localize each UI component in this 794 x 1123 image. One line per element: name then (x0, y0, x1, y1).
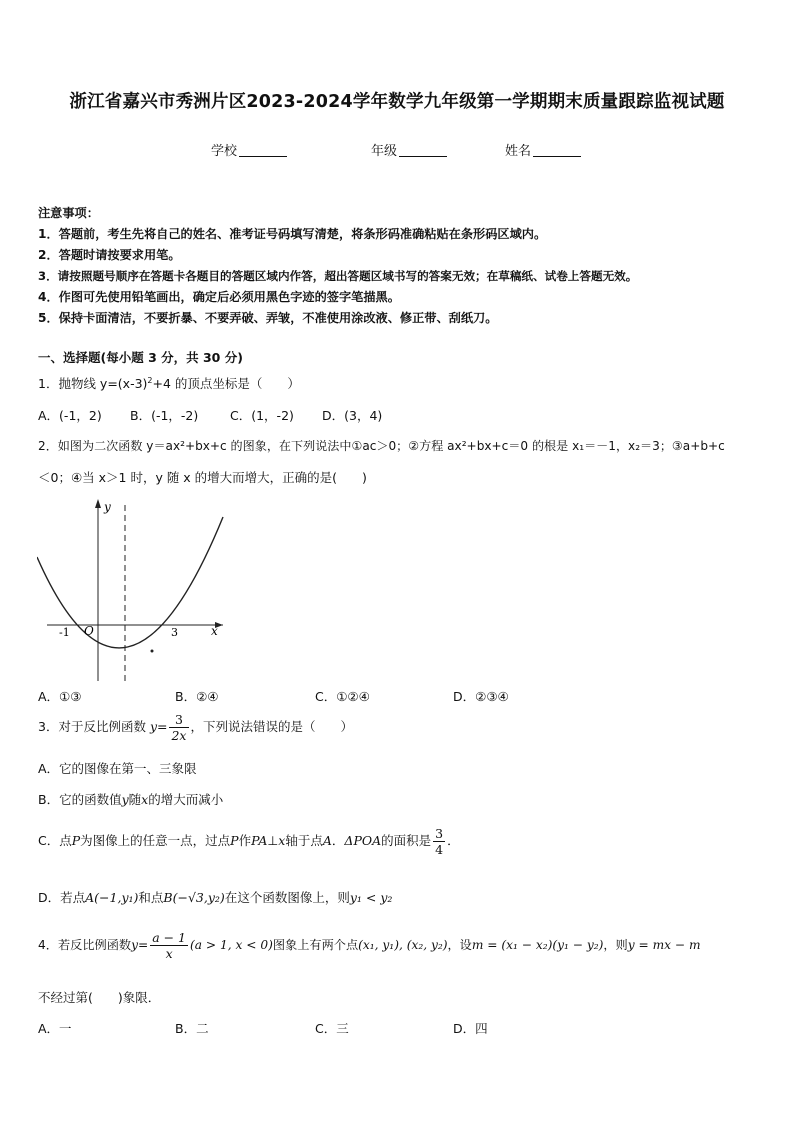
grade-field (371, 140, 447, 159)
q4-option-a: A．一 (38, 1021, 72, 1036)
school-label: 学校 (211, 144, 238, 159)
y-axis-arrow (95, 499, 101, 508)
y-axis-label: y (104, 500, 111, 514)
q3-optc-p: P (71, 833, 81, 848)
q3-stem-a: 3．对于反比例函数 (38, 719, 150, 734)
q4-stem-b: 图象上有两个点 (272, 938, 359, 952)
notes-block (38, 203, 637, 328)
q3-optb-y: y (121, 792, 129, 807)
curve-point (151, 650, 154, 653)
q4-m-definition: m = (x₁ − x₂)(y₁ − y₂) (471, 938, 604, 952)
q3-optc-point-a: A (322, 833, 332, 848)
q4-stem-a: 4．若反比例函数 (38, 938, 132, 952)
school-blank (239, 144, 287, 157)
name-blank (533, 144, 581, 157)
q3-optc-e: 轴于点 (285, 833, 323, 848)
q3-optb-x: x (141, 792, 149, 807)
q3-stem (38, 712, 353, 743)
q4-condition: (a > 1, x < 0) (190, 938, 273, 952)
q1-option-d: D．(3，4) (322, 408, 383, 423)
q3-optb-b: 随 (128, 792, 142, 807)
q3-option-d (38, 888, 392, 906)
q3-optc-p2: P (230, 833, 239, 848)
q3-fraction (169, 712, 188, 743)
q4-option-d: D．四 (453, 1021, 488, 1036)
q3-optb-c: 的增大而减小 (148, 792, 224, 807)
page-title: 浙江省嘉兴市秀洲片区2023-2024学年数学九年级第一学期期末质量跟踪监视试题 (69, 92, 725, 112)
q2-parabola-graph (37, 495, 229, 685)
q3-optd-c: 在这个函数图像上，则 (224, 890, 350, 905)
q3-option-b (38, 790, 223, 808)
note-item: 5．保持卡面清洁，不要折暴、不要弄破、弄皱，不准使用涂改液、修正带、刮纸刀。 (38, 310, 498, 325)
q3-optc-h: ． (447, 833, 460, 848)
q2-option-d: D．②③④ (453, 689, 509, 704)
q3-optc-fraction (433, 826, 445, 857)
q4-eq: = (137, 938, 149, 952)
q1-sup: 2 (147, 375, 153, 385)
grade-blank (399, 144, 447, 157)
q4-num: a − 1 (152, 930, 187, 945)
q3-optc-pa: PA (251, 833, 268, 848)
section-heading: 一、选择题(每小题 3 分，共 30 分) (38, 350, 243, 365)
q3-optd-b: 和点 (138, 890, 164, 905)
q2-stem-line1: 2．如图为二次函数 y＝ax²+bx+c 的图象，在下列说法中①ac＞0；②方程 ax²+bx+c＝0 的根是 x₁＝－1，x₂＝3；③a+b+c (38, 439, 725, 453)
q1-option-a: A．(-1，2) (38, 408, 102, 423)
origin-label: O (84, 624, 94, 638)
q3-eq: = (157, 719, 168, 734)
q2-option-c: C．①②④ (315, 689, 370, 704)
q4-fraction (150, 930, 188, 961)
q3-optc-triangle: ΔPOA (344, 833, 382, 848)
q3-optd-point1: A(−1,y₁) (85, 890, 139, 905)
q3-optc-den: 4 (435, 842, 444, 857)
q3-optd-point2: B(−√3,y₂) (163, 890, 225, 905)
q3-stem-b: ，下列说法错误的是（ ） (190, 719, 354, 734)
q2-option-b: B．②④ (175, 689, 219, 704)
q4-stem (38, 930, 701, 961)
note-item: 2．答题时请按要求用笔。 (38, 247, 181, 262)
q1-option-c: C．(1，-2) (230, 408, 294, 423)
note-item: 1．答题前，考生先将自己的姓名、准考证号码填写清楚，将条形码准确粘贴在条形码区域内。 (38, 226, 547, 241)
note-item: 3．请按照题号顺序在答题卡各题目的答题区域内作答，超出答题区域书写的答案无效；在草稿纸、试卷上答题无效。 (38, 268, 638, 283)
q4-den: x (165, 946, 173, 961)
q3-y: y (149, 719, 157, 734)
name-field (505, 140, 581, 159)
q3-option-a: A．它的图像在第一、三象限 (38, 761, 197, 776)
q4-option-b: B．二 (175, 1021, 209, 1036)
q3-optc-c: 作 (238, 833, 252, 848)
school-field (211, 140, 287, 159)
q3-optc-a: C．点 (38, 833, 72, 848)
q3-optc-g: 的面积是 (381, 833, 432, 848)
q3-num: 3 (169, 712, 188, 728)
q3-optc-b: 为图像上的任意一点，过点 (80, 833, 231, 848)
q3-optc-num: 3 (435, 826, 444, 841)
q4-stem-d: ，则 (603, 938, 628, 952)
q4-y: y (131, 938, 138, 952)
q3-optc-f: ． (331, 833, 345, 848)
q4-stem-line2: 不经过第( )象限． (38, 990, 161, 1005)
note-item: 4．作图可先使用铅笔画出，确定后必须用黑色字迹的签字笔描黑。 (38, 289, 400, 304)
q3-option-c (38, 826, 460, 857)
q4-points: (x₁, y₁), (x₂, y₂) (358, 938, 448, 952)
q1-stem (38, 374, 300, 392)
q4-line: y = mx − m (627, 938, 701, 952)
q4-option-c: C．三 (315, 1021, 349, 1036)
grade-label: 年级 (371, 144, 398, 159)
q1-option-b: B．(-1，-2) (130, 408, 199, 423)
notes-heading: 注意事项： (38, 206, 99, 220)
q1-stem-a: 1．抛物线 y=(x-3) (38, 376, 148, 391)
q3-optc-x: x (278, 833, 286, 848)
q3-den: 2x (171, 728, 187, 743)
q3-optc-perp: ⊥ (267, 833, 279, 848)
q2-stem-line2: ＜0；④当 x＞1 时，y 随 x 的增大而增大，正确的是( ) (38, 470, 367, 485)
q3-optd-relation: y₁ < y₂ (349, 890, 393, 905)
root-left-label: -1 (59, 626, 70, 639)
name-label: 姓名 (505, 144, 532, 159)
root-right-label: 3 (171, 626, 178, 639)
q4-stem-c: ，设 (447, 938, 472, 952)
q3-optd-a: D．若点 (38, 890, 86, 905)
q1-stem-b: +4 的顶点坐标是（ ） (152, 376, 300, 391)
x-axis-label: x (211, 624, 218, 638)
q2-option-a: A．①③ (38, 689, 82, 704)
q3-optb-a: B．它的函数值 (38, 792, 122, 807)
